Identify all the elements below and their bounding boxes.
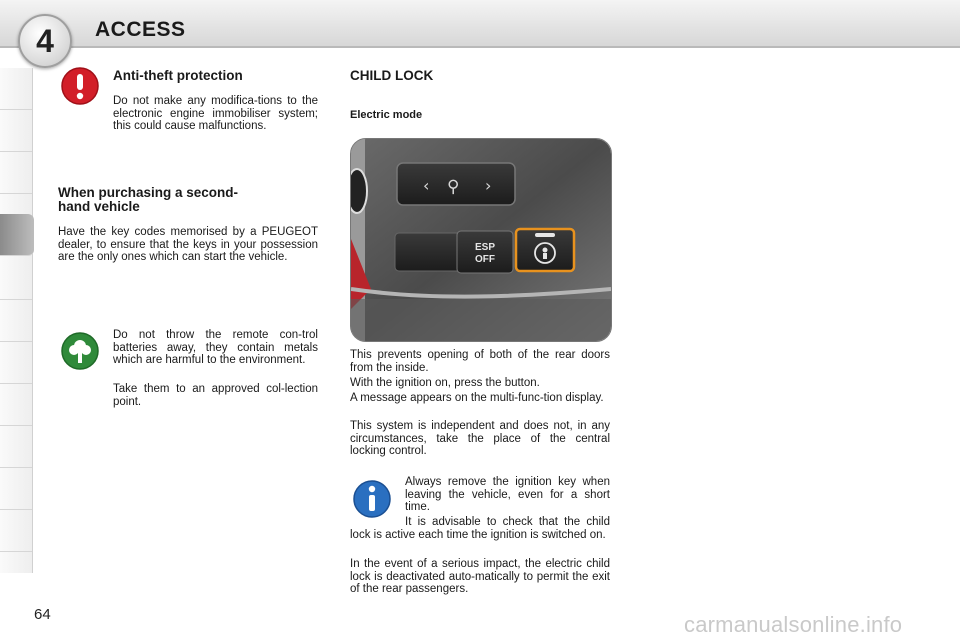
side-tab[interactable] bbox=[0, 110, 32, 152]
environment-text-2: Take them to an approved col-lection point. bbox=[113, 383, 318, 408]
purchase-heading-line2: hand vehicle bbox=[58, 199, 140, 214]
info-paragraph-2: It is advisable to check that the child lock is active each time the ignition is switched on. bbox=[350, 516, 610, 541]
esp-label-line2: OFF bbox=[475, 254, 495, 265]
child-lock-paragraph-2: With the ignition on, press the button. bbox=[350, 377, 540, 389]
side-tab[interactable] bbox=[0, 468, 32, 510]
side-tab[interactable] bbox=[0, 258, 32, 300]
antitheft-text: Do not make any modifica-tions to the electronic engine immobiliser system; this could cause malfunctions. bbox=[113, 95, 318, 132]
electric-mode-subheading: Electric mode bbox=[350, 109, 423, 121]
side-tab[interactable] bbox=[0, 342, 32, 384]
info-paragraph-3: In the event of a serious impact, the electric child lock is deactivated auto-matically to permit the exit of the rear passengers. bbox=[350, 558, 610, 595]
side-tab[interactable] bbox=[0, 152, 32, 194]
page-number: 64 bbox=[34, 606, 51, 623]
svg-text:‹: ‹ bbox=[423, 176, 430, 195]
side-tab[interactable] bbox=[0, 384, 32, 426]
side-tab[interactable] bbox=[0, 426, 32, 468]
chapter-title: ACCESS bbox=[95, 18, 186, 41]
environment-text: Do not throw the remote con-trol batteries away, they contain metals which are harmful to the environment. bbox=[113, 329, 318, 366]
chapter-number-badge: 4 bbox=[18, 14, 72, 68]
side-tab[interactable] bbox=[0, 510, 32, 552]
side-tab[interactable] bbox=[0, 300, 32, 342]
antitheft-heading: Anti-theft protection bbox=[113, 68, 243, 83]
svg-text:⚲: ⚲ bbox=[447, 177, 460, 197]
info-icon bbox=[352, 479, 392, 519]
child-lock-paragraph-3: A message appears on the multi-func-tion display. bbox=[350, 392, 604, 404]
child-lock-paragraph-1: This prevents opening of both of the rear doors from the inside. bbox=[350, 349, 610, 374]
side-tab-active[interactable] bbox=[0, 214, 34, 256]
watermark: carmanualsonline.info bbox=[684, 612, 903, 637]
esp-label-line1: ESP bbox=[474, 242, 496, 253]
exclamation-icon bbox=[60, 66, 100, 106]
child-lock-switch-photo bbox=[350, 138, 612, 342]
child-lock-paragraph-4: This system is independent and does not, in any circumstances, take the place of the central locking control. bbox=[350, 420, 610, 457]
child-lock-heading: CHILD LOCK bbox=[350, 68, 434, 83]
side-tab[interactable] bbox=[0, 68, 32, 110]
chapter-side-tabs bbox=[0, 68, 33, 573]
purchase-heading-line1: When purchasing a second- bbox=[58, 185, 239, 200]
tree-icon bbox=[60, 331, 100, 371]
svg-text:›: › bbox=[485, 176, 492, 195]
info-paragraph-1: Always remove the ignition key when leaving the vehicle, even for a short time. bbox=[405, 476, 610, 513]
purchase-text: Have the key codes memorised by a PEUGEOT dealer, to ensure that the keys in your possession are the only ones which can start the vehicle. bbox=[58, 226, 318, 263]
